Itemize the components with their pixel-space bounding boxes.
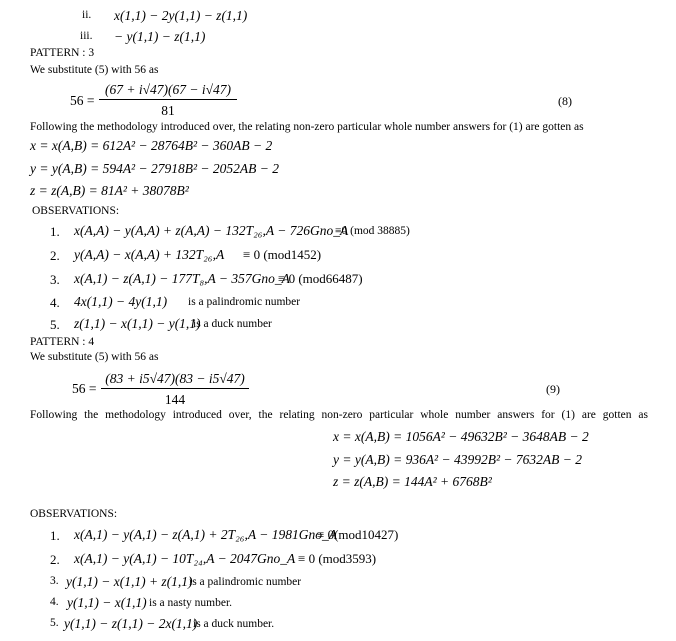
p3-obs-4-text: is a palindromic number (188, 296, 301, 308)
pattern4-methodology-text: Following the methodology introduced over, the relating non-zero particular whole number answers for (1) are gotten as (30, 409, 648, 421)
p4-obs-number: 1. (50, 528, 60, 543)
p3-obs-number: 5. (50, 317, 60, 332)
p3-obs-2-text: ≡ 0 (mod1452) (243, 247, 322, 262)
pattern4-observations-heading: OBSERVATIONS: (30, 508, 118, 520)
pattern3-fraction (99, 82, 237, 119)
pattern4-lhs: 56 = (72, 381, 97, 396)
p3-obs-4-math: 4x(1,1) − 4y(1,1) (74, 294, 168, 309)
p4-obs-1-text: ≡ 0(mod10427) (317, 527, 399, 542)
p3-obs-3-math: x(A,1) − z(A,1) − 177T₈,A − 357Gno_A (74, 271, 290, 286)
p4-obs-5-math: y(1,1) − z(1,1) − 2x(1,1) (64, 616, 198, 631)
p3-obs-number: 2. (50, 248, 60, 263)
p3-obs-5-math: z(1,1) − x(1,1) − y(1,1) (74, 316, 201, 331)
pattern4-numerator: (83 + i5√47)(83 − i5√47) (101, 371, 249, 389)
pattern4-substitute-text: We substitute (5) with 56 as (30, 351, 159, 363)
p3-obs-number: 1. (50, 224, 60, 239)
item-label-ii: ii. (82, 9, 92, 21)
pattern3-numerator: (67 + i√47)(67 − i√47) (99, 82, 237, 100)
pattern3-solution-z: z = z(A,B) = 81A² + 38078B² (30, 183, 189, 198)
item-expr-ii: x(1,1) − 2y(1,1) − z(1,1) (114, 8, 248, 23)
p3-obs-number: 4. (50, 295, 60, 310)
item-expr-iii: − y(1,1) − z(1,1) (114, 29, 206, 44)
p4-obs-2-math: x(A,1) − y(A,1) − 10T₂₄,A − 2047Gno_A (74, 551, 296, 566)
pattern3-heading: PATTERN : 3 (30, 47, 95, 59)
pattern3-lhs: 56 = (70, 93, 95, 108)
pattern3-observations-heading: OBSERVATIONS: (32, 205, 120, 217)
equation-number-8: (8) (558, 94, 572, 108)
p3-obs-number: 3. (50, 272, 60, 287)
pattern4-solution-z: z = z(A,B) = 144A² + 6768B² (333, 474, 492, 489)
p4-obs-number: 2. (50, 552, 60, 567)
p4-obs-1-math: x(A,1) − y(A,1) − z(A,1) + 2T₂₆,A − 1981Gno_A (74, 527, 338, 542)
p3-obs-1-text: ≡0 (mod 38885) (335, 225, 410, 237)
p4-obs-number: 5. (50, 617, 59, 629)
p4-obs-2-text: ≡ 0 (mod3593) (298, 551, 377, 566)
p4-obs-number: 3. (50, 575, 59, 587)
pattern3-substitute-text: We substitute (5) with 56 as (30, 64, 159, 76)
p3-obs-3-text: ≡ 0 (mod66487) (278, 271, 363, 286)
equation-number-9: (9) (546, 382, 560, 396)
pattern3-solution-y: y = y(A,B) = 594A² − 27918B² − 2052AB − 2 (30, 161, 279, 176)
p4-obs-3-text: is a palindromic number (189, 576, 302, 588)
p4-obs-3-math: y(1,1) − x(1,1) + z(1,1) (66, 574, 193, 589)
p4-obs-4-text: is a nasty number. (149, 597, 233, 609)
p3-obs-2-math: y(A,A) − x(A,A) + 132T₂₆,A (74, 247, 225, 262)
p4-obs-5-text: is a duck number. (193, 618, 275, 630)
pattern4-heading: PATTERN : 4 (30, 336, 95, 348)
pattern3-solution-x: x = x(A,B) = 612A² − 28764B² − 360AB − 2 (30, 138, 273, 153)
p4-obs-number: 4. (50, 596, 59, 608)
item-label-iii: iii. (80, 30, 93, 42)
pattern4-solution-x: x = x(A,B) = 1056A² − 49632B² − 3648AB − 2 (333, 429, 589, 444)
p4-obs-4-math: y(1,1) − x(1,1) (67, 595, 147, 610)
pattern3-methodology-text: Following the methodology introduced over, the relating non-zero particular whole number answers for (1) are gotten as (30, 121, 584, 133)
pattern3-denominator: 81 (161, 103, 175, 118)
pattern4-solution-y: y = y(A,B) = 936A² − 43992B² − 7632AB − 2 (333, 452, 582, 467)
p3-obs-5-text: is a duck number (193, 318, 272, 330)
p3-obs-1-math: x(A,A) − y(A,A) + z(A,A) − 132T₂₆,A − 726Gno_A (74, 223, 349, 238)
pattern4-fraction (101, 371, 249, 408)
pattern4-denominator: 144 (164, 392, 186, 407)
